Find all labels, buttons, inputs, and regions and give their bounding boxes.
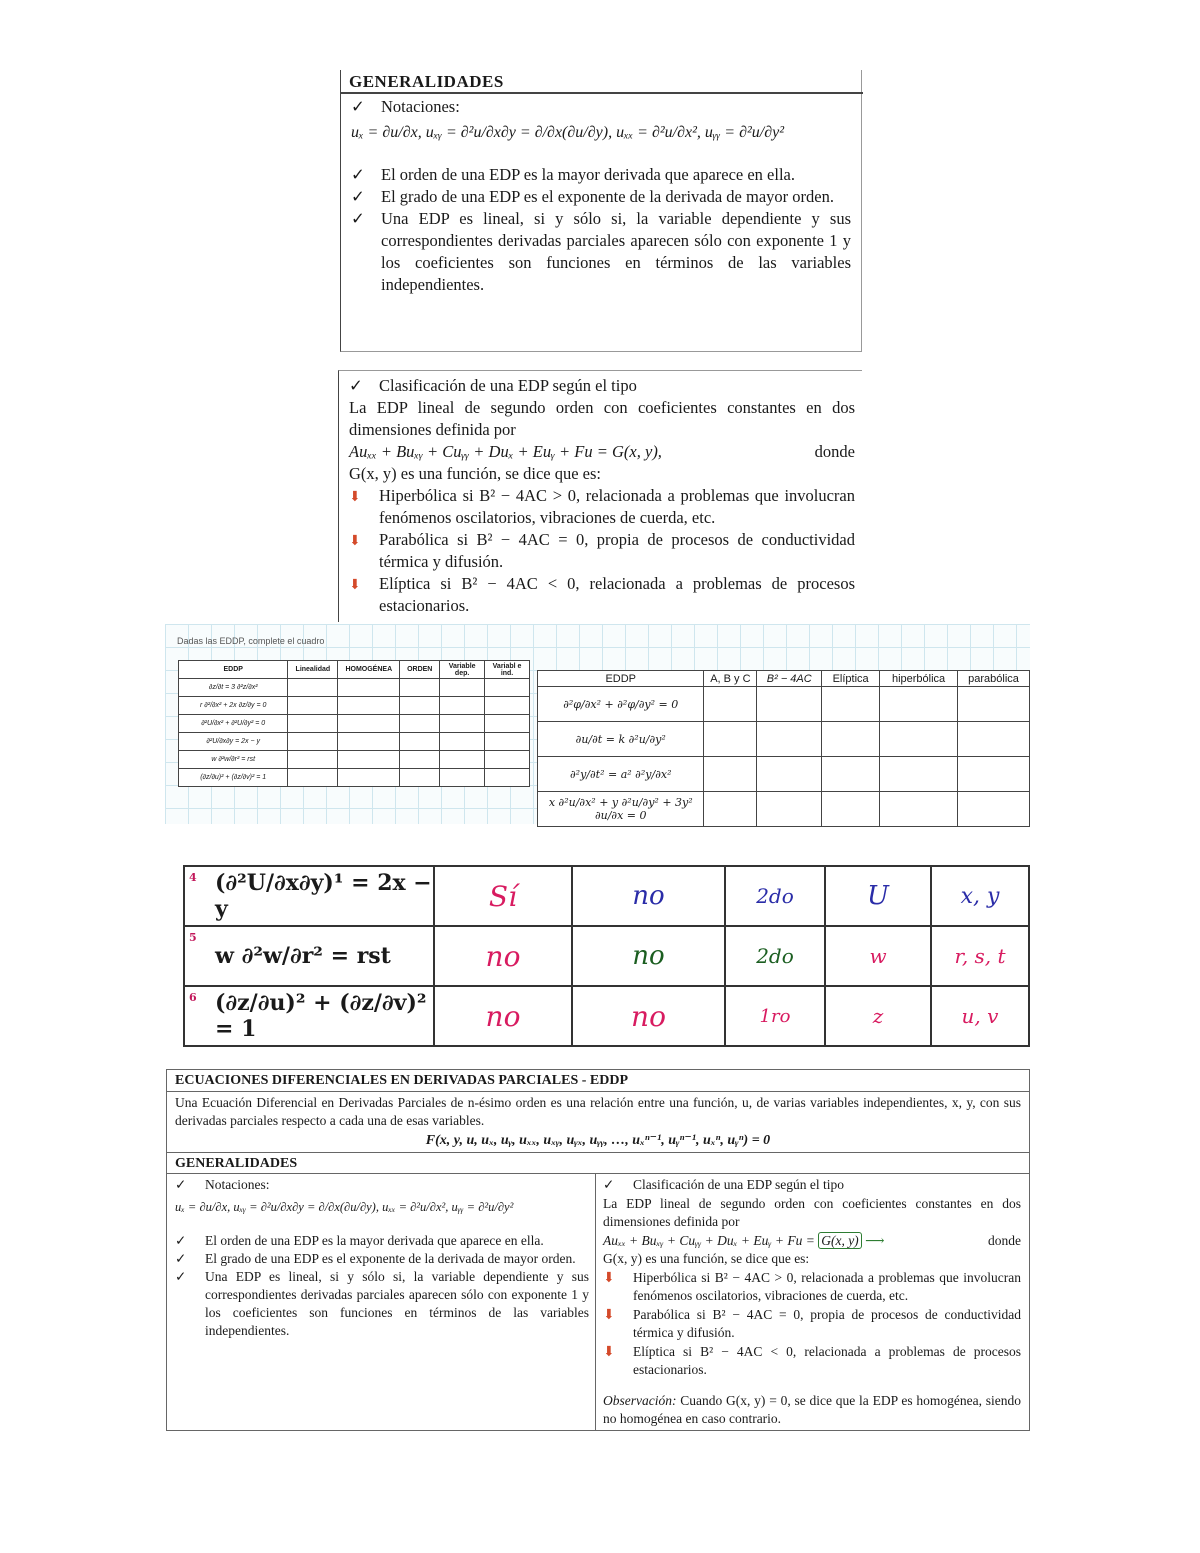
eddp-cell: r ∂²/∂x² + 2x ∂z/∂y = 0 [179,697,288,715]
answers-table [183,865,1030,1047]
arrow-down-icon [603,1269,633,1306]
bullet-text: El orden de una EDP es la mayor derivada que aparece en ella. [381,165,795,184]
generalidades-box [340,70,862,352]
heading-rule [341,92,863,94]
variable-ind-cell [931,866,1029,926]
answer-cell[interactable] [880,722,958,757]
eddp-cell: x ∂²u/∂x² + y ∂²u/∂y² + 3y² ∂u/∂x = 0 [538,792,704,827]
table-row [179,679,530,697]
variable-ind-cell [931,986,1029,1046]
notaciones-item [175,1176,589,1194]
col-header: EDDP [179,661,288,679]
handwritten-answer: 2do [756,884,794,908]
type-eliptica [603,1343,1021,1380]
homogenea-cell [572,986,725,1046]
eddp-cell: ∂²φ/∂x² + ∂²φ/∂y² = 0 [538,687,704,722]
equation-cell [184,866,434,926]
table-header-row [538,671,1030,687]
answer-cell[interactable] [822,722,880,757]
handwritten-answer: no [632,881,665,911]
answer-cell[interactable] [485,751,530,769]
type-text: Elíptica si B² − 4AC < 0, relacionada a problemas de procesos estacionarios. [633,1343,1021,1377]
table-row [184,926,1029,986]
observacion-text: Cuando G(x, y) = 0, se dice que la EDP es homogénea, siendo no homogénea en caso contrario. [603,1392,1021,1426]
eddp-cell: w ∂²w/∂r² = rst [179,751,288,769]
clasificacion-intro: La EDP lineal de segundo orden con coeficientes constantes en dos dimensiones definida por [349,398,855,439]
clasificacion-title-text: Clasificación de una EDP según el tipo [379,376,637,395]
table-row [179,751,530,769]
answer-cell[interactable] [288,769,338,787]
arrow-down-icon [603,1306,633,1343]
answer-cell[interactable] [757,687,822,722]
bullet-text: El grado de una EDP es el exponente de la derivada de mayor orden. [205,1251,576,1266]
col-header: Linealidad [288,661,338,679]
answer-cell[interactable] [757,792,822,827]
type-hiperbolica [603,1269,1021,1306]
answer-cell[interactable] [485,679,530,697]
equation-cell [184,926,434,986]
bullet-grado [351,186,851,208]
col-header: HOMOGÉNEA [338,661,400,679]
type-text: Hiperbólica si B² − 4AC > 0, relacionada a problemas que involucran fenómenos oscilatorios, vibraciones de cuerda, etc. [633,1269,1021,1303]
col-header: hiperbólica [880,671,958,687]
eddp-document [166,1069,1030,1431]
bullet-orden [351,164,851,186]
handwritten-answer: U [867,881,889,911]
donde-text: donde [988,1232,1021,1248]
arrow-right-icon: ⟶ [865,1232,885,1248]
answer-cell[interactable] [440,697,485,715]
col-header: Elíptica [822,671,880,687]
answer-cell[interactable] [288,679,338,697]
arrow-down-icon [349,529,379,573]
table-header-row [179,661,530,679]
bullet-lineal [351,208,851,296]
type-hiperbolica [349,485,855,529]
check-icon: ✓ [351,209,365,228]
answer-cell[interactable] [440,751,485,769]
clasificacion-box [338,370,862,622]
clasificacion-intro2: G(x, y) es una función, se dice que es: [349,464,602,483]
highlighted-term: G(x, y) [818,1232,861,1249]
notaciones-label: Notaciones: [205,1177,270,1192]
clasificacion-title [603,1176,1021,1195]
handwritten-answer: r, s, t [954,944,1006,968]
answer-cell[interactable] [338,733,400,751]
type-text: Parabólica si B² − 4AC = 0, propia de procesos de conductividad térmica y difusión. [379,530,855,571]
eddp-cell: ∂²y/∂t² = a² ∂²y/∂x² [538,757,704,792]
exercise-grid [165,624,1030,824]
clasificacion-column [603,1176,1021,1429]
clasificacion-equation-line [603,1232,1021,1251]
answer-cell[interactable] [880,687,958,722]
table-row [179,769,530,787]
answer-cell[interactable] [288,751,338,769]
document-intro: Una Ecuación Diferencial en Derivadas Parciales de n-ésimo orden es una relación entre una función, u, de varias variables independientes, x, y, con sus derivadas parciales respecto a cada una de esas variables. [175,1095,1021,1128]
bullet-text: Una EDP es lineal, si y sólo si, la variable dependiente y sus correspondientes derivadas parciales aparecen sólo con exponente 1 y los coeficientes son funciones en términos de las variables independientes. [205,1269,589,1338]
answer-cell[interactable] [958,792,1030,827]
type-parabolica [349,529,855,573]
check-icon: ✓ [175,1251,187,1266]
check-icon: ✓ [349,376,363,395]
answer-cell[interactable] [757,757,822,792]
answer-cell[interactable] [400,697,440,715]
notation-formula: uₓ = ∂u/∂x, uₓᵧ = ∂²u/∂x∂y = ∂/∂x(∂u/∂y), uₓₓ = ∂²u/∂x², uᵧᵧ = ∂²u/∂y² [175,1200,514,1214]
homogenea-cell [572,926,725,986]
table-row [538,792,1030,827]
answer-cell[interactable] [485,697,530,715]
check-icon: ✓ [351,165,365,184]
equation-left: Auₓₓ + Buₓᵧ + Cuᵧᵧ + Duₓ + Euᵧ + Fu = [603,1232,819,1248]
table-row [179,697,530,715]
answer-cell[interactable] [757,722,822,757]
check-icon: ✓ [175,1269,187,1284]
variable-dep-cell [825,866,931,926]
bullet-grado [175,1250,589,1268]
type-text: Hiperbólica si B² − 4AC > 0, relacionada a problemas que involucran fenómenos oscilatorios, vibraciones de cuerda, etc. [379,486,855,527]
notaciones-item [351,96,851,118]
clasificacion-equation-line [349,441,855,463]
eddp-cell: ∂²U/∂x² + ∂²U/∂y² = 0 [179,715,288,733]
variable-dep-cell [825,926,931,986]
answer-cell[interactable] [400,769,440,787]
answer-cell[interactable] [485,733,530,751]
observacion [603,1392,1021,1429]
row-number: 5 [189,931,197,944]
eddp-cell: ∂z/∂t = 3 ∂²z/∂x² [179,679,288,697]
answer-cell[interactable] [485,769,530,787]
bullet-orden [175,1232,589,1250]
bullet-list [351,164,851,296]
table-row [184,866,1029,926]
table-row [184,986,1029,1046]
bullet-lineal [175,1268,589,1340]
type-parabolica [603,1306,1021,1343]
col-header: Variabl e ind. [485,661,530,679]
exercise-instruction: Dadas las EDDP, complete el cuadro [177,636,325,646]
answer-cell[interactable] [880,757,958,792]
column-divider [595,1174,596,1430]
table-row [538,722,1030,757]
arrow-down-icon [603,1343,633,1380]
arrow-down-icon [349,573,379,617]
check-icon: ✓ [351,97,365,116]
answer-cell[interactable] [704,757,757,792]
eddp-cell: (∂z/∂u)² + (∂z/∂v)² = 1 [179,769,288,787]
clasificacion-equation: Auₓₓ + Buₓᵧ + Cuᵧᵧ + Duₓ + Euᵧ + Fu = G(x, y), [349,442,662,461]
clasificacion-title [349,375,855,397]
table-row [179,733,530,751]
answer-cell[interactable] [288,697,338,715]
generalidades-heading: GENERALIDADES [167,1152,1029,1174]
answer-cell[interactable] [822,687,880,722]
col-header: Variable dep. [440,661,485,679]
notaciones-column [175,1176,589,1340]
table-row [179,715,530,733]
handwritten-answer: z [872,1004,884,1028]
handwritten-answer: 2do [756,944,794,968]
arrow-down-icon [349,485,379,529]
orden-cell [725,986,825,1046]
check-icon: ✓ [603,1177,615,1192]
check-icon: ✓ [175,1233,187,1248]
answer-cell[interactable] [880,792,958,827]
variable-ind-cell [931,926,1029,986]
answer-cell[interactable] [704,792,757,827]
answer-cell[interactable] [958,722,1030,757]
equation-text: (∂²U/∂x∂y)¹ = 2x − y [215,870,432,922]
bullet-text: El grado de una EDP es el exponente de la derivada de mayor orden. [381,187,834,206]
bullet-text: Una EDP es lineal, si y sólo si, la variable dependiente y sus correspondientes derivadas parciales aparecen sólo con exponente 1 y los coeficientes son funciones en términos de las variables independientes. [381,209,851,294]
type-text: Parabólica si B² − 4AC = 0, propia de procesos de conductividad térmica y difusión. [633,1306,1021,1340]
general-formula: F(x, y, u, uₓ, uᵧ, uₓₓ, uₓᵧ, uᵧₓ, uᵧᵧ, …, uₓⁿ⁻¹, uᵧⁿ⁻¹, uₓⁿ, uᵧⁿ) = 0 [425,1133,771,1148]
col-header: EDDP [538,671,704,687]
handwritten-answer: no [485,939,521,973]
col-header: B² − 4AC [757,671,822,687]
answer-cell[interactable] [822,792,880,827]
handwritten-answer: no [631,999,666,1033]
answer-cell[interactable] [338,769,400,787]
equation-text: (∂z/∂u)² + (∂z/∂v)² = 1 [215,990,427,1042]
donde-text: donde [814,442,855,461]
handwritten-answer: no [632,941,665,971]
answer-cell[interactable] [822,757,880,792]
handwritten-answer: x, y [960,883,1000,909]
answer-cell[interactable] [400,679,440,697]
notaciones-label: Notaciones: [381,97,460,116]
handwritten-answer: u, v [961,1004,999,1028]
col-header: ORDEN [400,661,440,679]
classification-table-2 [537,670,1030,827]
check-icon: ✓ [351,187,365,206]
answer-cell[interactable] [288,733,338,751]
row-number: 4 [189,871,197,884]
answer-cell[interactable] [288,715,338,733]
notation-formula: uₓ = ∂u/∂x, uₓᵧ = ∂²u/∂x∂y = ∂/∂x(∂u/∂y), uₓₓ = ∂²u/∂x², uᵧᵧ = ∂²u/∂y² [351,124,785,141]
handwritten-answers [183,865,1030,1049]
answer-cell[interactable] [440,679,485,697]
linealidad-cell [434,926,572,986]
handwritten-answer: w [869,944,887,968]
eddp-cell: ∂u/∂t = k ∂²u/∂y² [538,722,704,757]
clasificacion-content [349,375,855,617]
generalidades-content [351,96,851,296]
row-number: 6 [189,991,197,1004]
clasificacion-intro: La EDP lineal de segundo orden con coeficientes constantes en dos dimensiones definida por [603,1195,1021,1229]
answer-cell[interactable] [440,715,485,733]
linealidad-cell [434,986,572,1046]
clasificacion-equation [603,1232,884,1251]
handwritten-answer: 1ro [759,1005,791,1027]
answer-cell[interactable] [958,757,1030,792]
col-header: parabólica [958,671,1030,687]
variable-dep-cell [825,986,931,1046]
handwritten-answer: no [485,999,521,1033]
check-icon: ✓ [175,1177,187,1192]
linealidad-cell [434,866,572,926]
clasificacion-title-text: Clasificación de una EDP según el tipo [633,1177,844,1192]
answer-cell[interactable] [958,687,1030,722]
answer-cell[interactable] [485,715,530,733]
answer-cell[interactable] [338,697,400,715]
equation-cell [184,986,434,1046]
generalidades-heading: GENERALIDADES [349,72,504,91]
document-title: ECUACIONES DIFERENCIALES EN DERIVADAS PARCIALES - EDDP [167,1070,1029,1092]
equation-text: w ∂²w/∂r² = rst [215,943,391,969]
classification-table-1 [178,660,530,787]
observacion-label: Observación: [603,1392,677,1408]
orden-cell [725,926,825,986]
handwritten-answer: Sí [488,879,518,913]
answer-cell[interactable] [400,751,440,769]
table-row [538,757,1030,792]
answer-cell[interactable] [704,722,757,757]
bullet-text: El orden de una EDP es la mayor derivada que aparece en ella. [205,1233,544,1248]
answer-cell[interactable] [440,733,485,751]
answer-cell[interactable] [338,751,400,769]
clasificacion-intro2: G(x, y) es una función, se dice que es: [603,1251,810,1266]
eddp-cell: ∂²U/∂x∂y = 2x − y [179,733,288,751]
answer-cell[interactable] [400,715,440,733]
type-eliptica [349,573,855,617]
answer-cell[interactable] [440,769,485,787]
answer-cell[interactable] [704,687,757,722]
table-row [538,687,1030,722]
answer-cell[interactable] [400,733,440,751]
homogenea-cell [572,866,725,926]
orden-cell [725,866,825,926]
answer-cell[interactable] [338,679,400,697]
answer-cell[interactable] [338,715,400,733]
type-text: Elíptica si B² − 4AC < 0, relacionada a problemas de procesos estacionarios. [379,574,855,615]
col-header: A, B y C [704,671,757,687]
